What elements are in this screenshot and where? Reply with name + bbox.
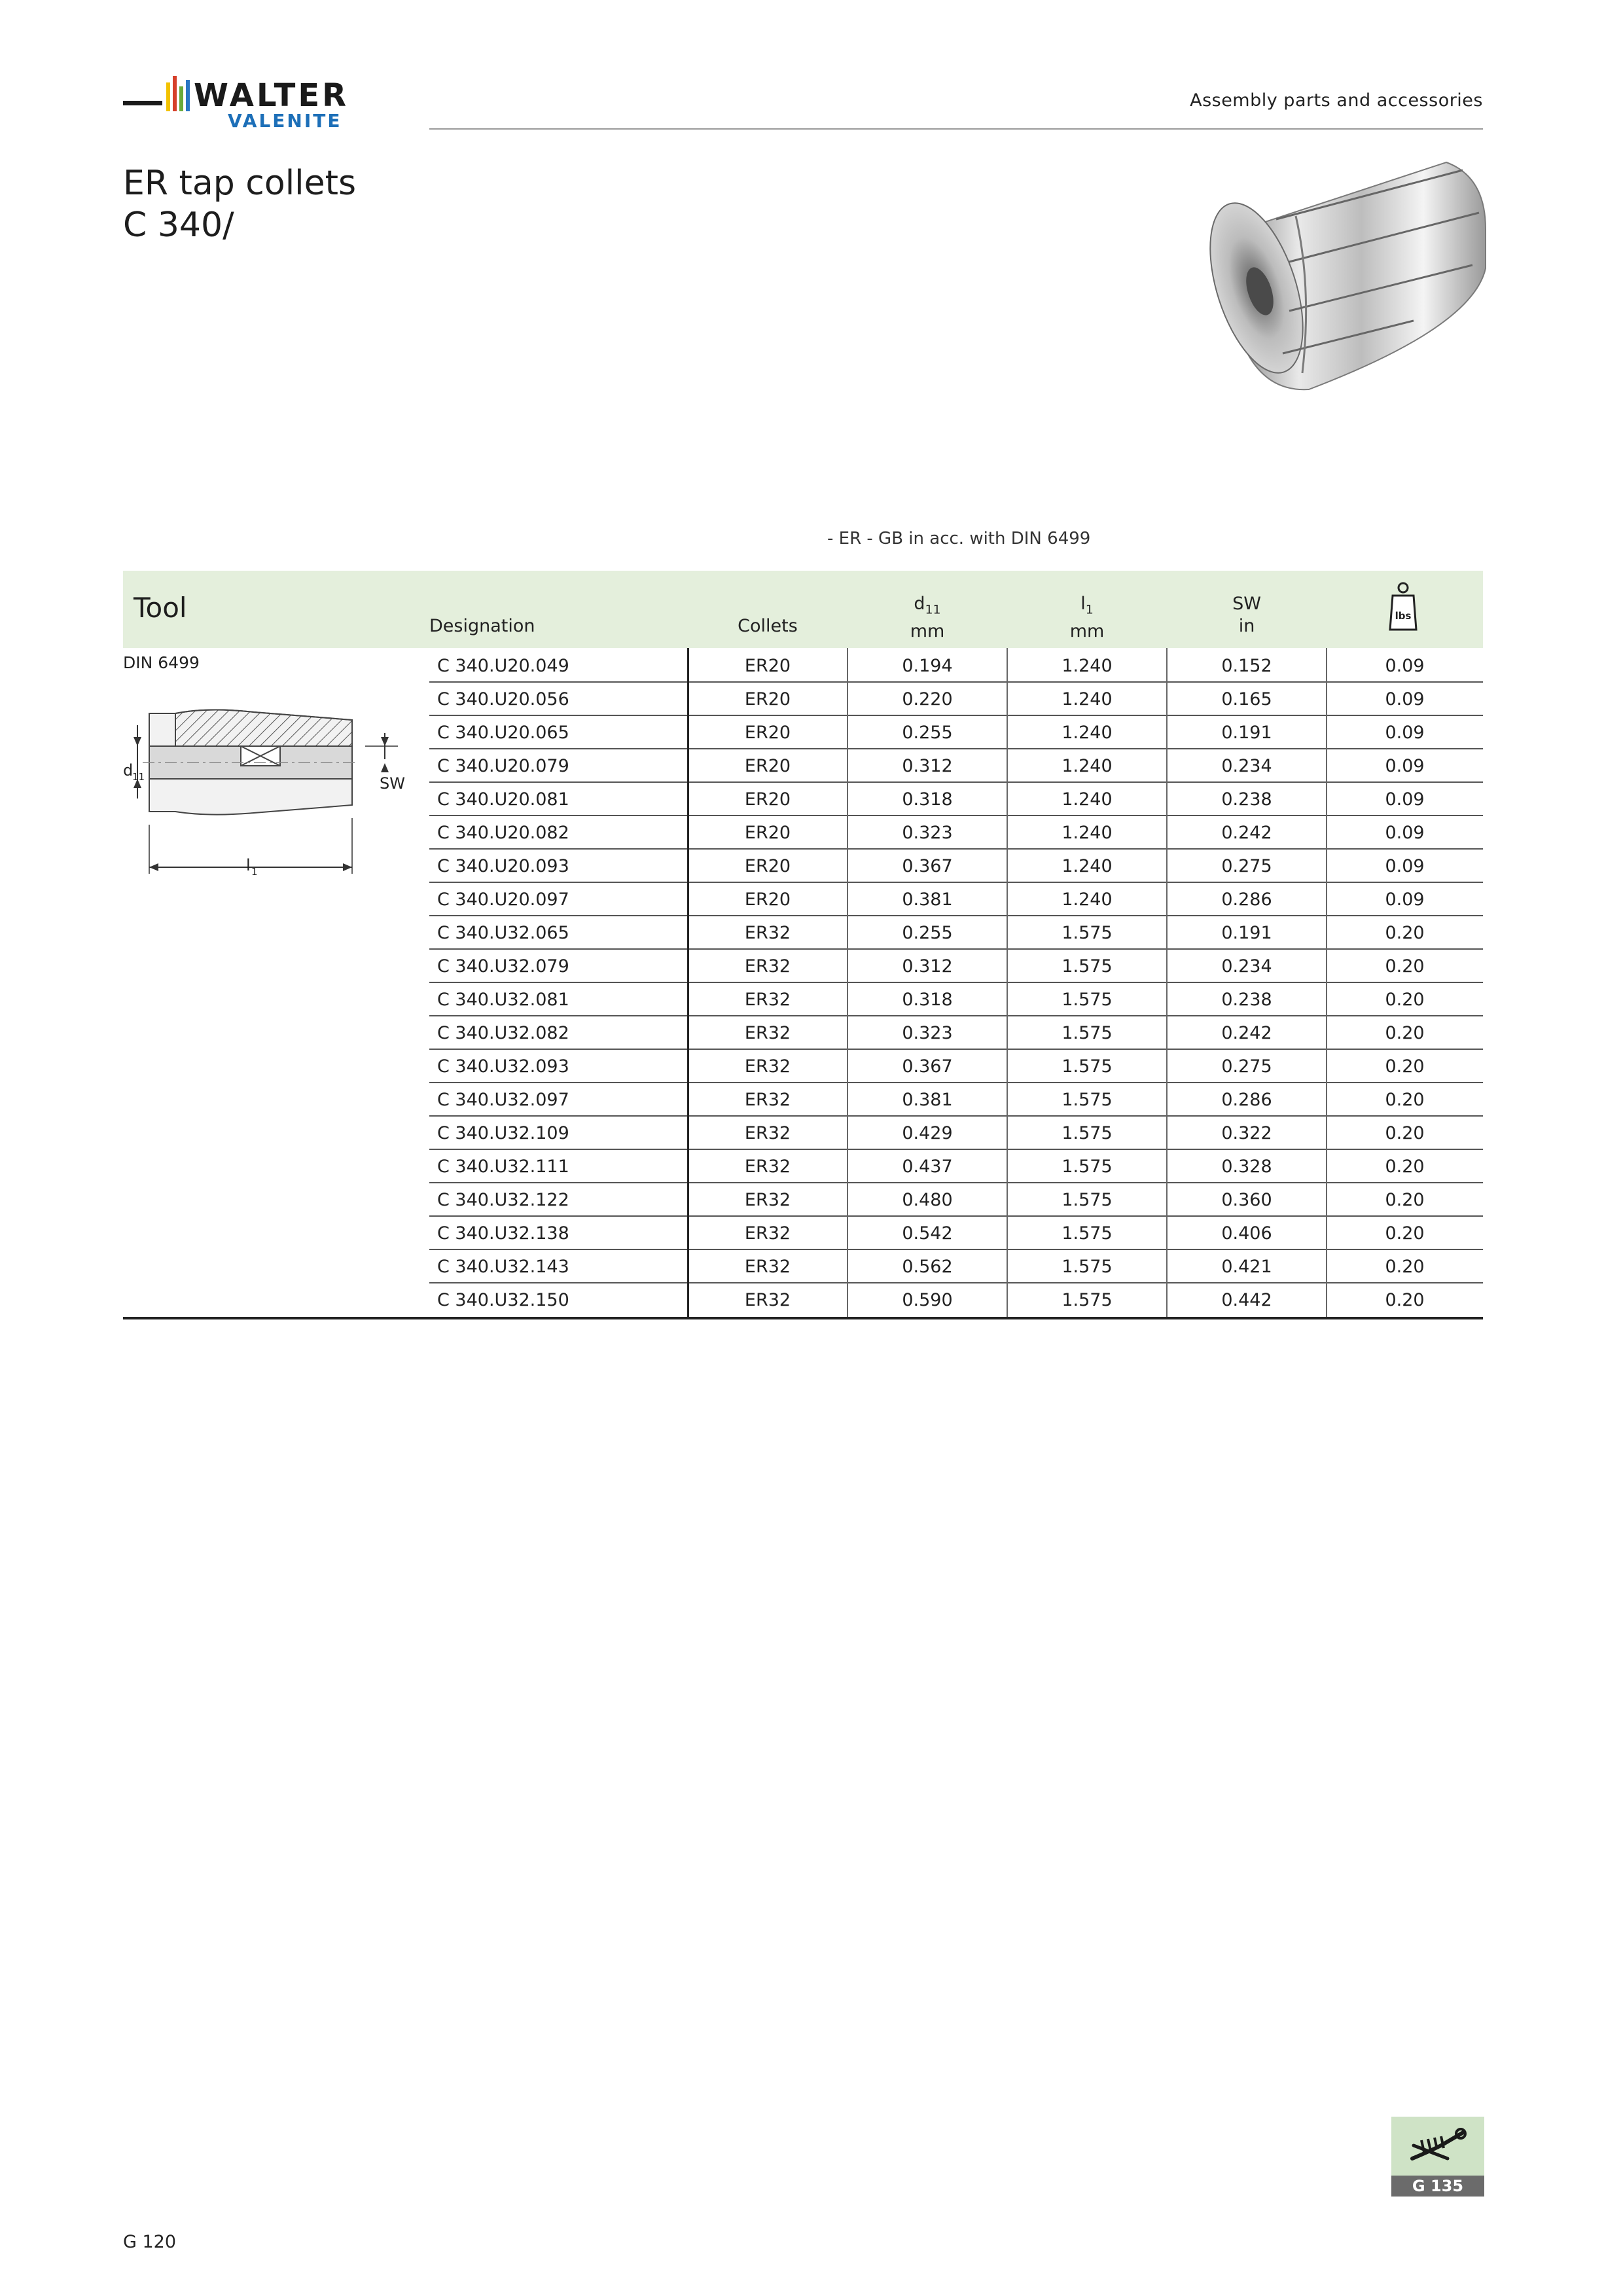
cell-weight: 0.09 <box>1385 756 1425 776</box>
cell-weight: 0.20 <box>1385 1090 1425 1110</box>
brand-bottom-text: VALENITE <box>228 110 342 132</box>
table-separator <box>687 648 689 1318</box>
cell-sw: 0.442 <box>1221 1290 1272 1310</box>
cell-designation: C 340.U32.150 <box>437 1290 569 1310</box>
cell-d11: 0.318 <box>902 990 953 1010</box>
table-row <box>429 1182 1483 1217</box>
table-row <box>429 1249 1483 1283</box>
cell-weight: 0.20 <box>1385 990 1425 1010</box>
col-header-sw-label: SW <box>1232 594 1261 614</box>
col-header-d11-label: d <box>914 594 925 614</box>
cell-d11: 0.562 <box>902 1257 953 1277</box>
cell-designation: C 340.U32.111 <box>437 1157 569 1177</box>
cell-d11: 0.220 <box>902 689 953 709</box>
table-row <box>429 1015 1483 1050</box>
table-row <box>429 815 1483 850</box>
cell-weight: 0.20 <box>1385 1056 1425 1077</box>
cell-collets: ER32 <box>744 956 791 977</box>
cell-d11: 0.542 <box>902 1223 953 1244</box>
weight-icon <box>1389 581 1418 632</box>
table-row <box>429 1082 1483 1117</box>
section-title: Assembly parts and accessories <box>1190 90 1483 111</box>
header-divider <box>429 128 1483 130</box>
cell-collets: ER32 <box>744 923 791 943</box>
cell-sw: 0.360 <box>1221 1190 1272 1210</box>
cell-designation: C 340.U20.081 <box>437 789 569 810</box>
cell-sw: 0.152 <box>1221 656 1272 676</box>
cell-weight: 0.20 <box>1385 1223 1425 1244</box>
cell-d11: 0.367 <box>902 1056 953 1077</box>
cell-l1: 1.575 <box>1061 1223 1113 1244</box>
table-row <box>429 1115 1483 1150</box>
cell-d11: 0.318 <box>902 789 953 810</box>
table-row <box>429 681 1483 716</box>
table-row <box>429 1049 1483 1083</box>
cell-designation: C 340.U32.079 <box>437 956 569 977</box>
cell-weight: 0.09 <box>1385 823 1425 843</box>
cell-designation: C 340.U32.097 <box>437 1090 569 1110</box>
cell-l1: 1.575 <box>1061 1123 1113 1143</box>
cell-l1: 1.575 <box>1061 923 1113 943</box>
cell-sw: 0.234 <box>1221 756 1272 776</box>
cell-sw: 0.322 <box>1221 1123 1272 1143</box>
cell-weight: 0.09 <box>1385 889 1425 910</box>
cell-sw: 0.238 <box>1221 990 1272 1010</box>
col-header-collets-label: Collets <box>738 616 798 636</box>
table-bottom-rule <box>123 1317 1483 1319</box>
section-tab[interactable] <box>1391 2117 1484 2197</box>
cell-weight: 0.20 <box>1385 923 1425 943</box>
cell-sw: 0.275 <box>1221 856 1272 876</box>
cell-sw: 0.421 <box>1221 1257 1272 1277</box>
cell-weight: 0.09 <box>1385 723 1425 743</box>
cell-l1: 1.575 <box>1061 1157 1113 1177</box>
cell-d11: 0.437 <box>902 1157 953 1177</box>
table-row <box>429 915 1483 950</box>
cell-l1: 1.575 <box>1061 1190 1113 1210</box>
drawing-label-sw: SW <box>380 774 405 793</box>
cell-d11: 0.429 <box>902 1123 953 1143</box>
cell-d11: 0.590 <box>902 1290 953 1310</box>
col-header-designation-label: Designation <box>429 616 535 636</box>
cell-collets: ER20 <box>744 723 791 743</box>
cell-l1: 1.240 <box>1061 856 1113 876</box>
tools-icon <box>1408 2126 1467 2166</box>
cell-d11: 0.381 <box>902 1090 953 1110</box>
cell-weight: 0.09 <box>1385 856 1425 876</box>
cell-weight: 0.09 <box>1385 789 1425 810</box>
cell-sw: 0.406 <box>1221 1223 1272 1244</box>
cell-collets: ER20 <box>744 756 791 776</box>
cell-l1: 1.575 <box>1061 1257 1113 1277</box>
cell-designation: C 340.U32.093 <box>437 1056 569 1077</box>
cell-weight: 0.20 <box>1385 1157 1425 1177</box>
table-row <box>429 948 1483 983</box>
table-row <box>429 982 1483 1016</box>
cell-l1: 1.575 <box>1061 1056 1113 1077</box>
cell-l1: 1.575 <box>1061 1290 1113 1310</box>
cell-designation: C 340.U32.065 <box>437 923 569 943</box>
cell-weight: 0.20 <box>1385 1290 1425 1310</box>
cell-d11: 0.323 <box>902 823 953 843</box>
cell-collets: ER20 <box>744 689 791 709</box>
cell-d11: 0.367 <box>902 856 953 876</box>
cell-designation: C 340.U32.122 <box>437 1190 569 1210</box>
cell-d11: 0.312 <box>902 956 953 977</box>
cell-collets: ER32 <box>744 1090 791 1110</box>
cell-designation: C 340.U32.109 <box>437 1123 569 1143</box>
cell-d11: 0.312 <box>902 756 953 776</box>
drawing-label-d-sub: 11 <box>132 771 145 783</box>
cell-designation: C 340.U20.079 <box>437 756 569 776</box>
cell-sw: 0.191 <box>1221 723 1272 743</box>
col-header-sw <box>1167 593 1327 637</box>
cell-weight: 0.09 <box>1385 689 1425 709</box>
table-row <box>429 1215 1483 1250</box>
section-tab-band <box>1391 2117 1484 2176</box>
cell-collets: ER32 <box>744 1290 791 1310</box>
table-separator <box>1326 648 1327 1318</box>
col-header-designation <box>429 615 626 637</box>
cell-weight: 0.20 <box>1385 1023 1425 1043</box>
cell-collets: ER20 <box>744 656 791 676</box>
cell-sw: 0.286 <box>1221 889 1272 910</box>
cell-collets: ER32 <box>744 1190 791 1210</box>
cell-l1: 1.575 <box>1061 990 1113 1010</box>
cell-designation: C 340.U20.056 <box>437 689 569 709</box>
col-header-l1-sub: 1 <box>1085 602 1094 617</box>
cell-sw: 0.165 <box>1221 689 1272 709</box>
col-header-l1-unit: mm <box>1069 621 1105 642</box>
col-header-collets <box>688 615 847 637</box>
cell-collets: ER32 <box>744 1123 791 1143</box>
col-header-d11-sub: 11 <box>925 602 941 617</box>
drawing-label-l-sub: 1 <box>251 866 258 878</box>
cell-l1: 1.240 <box>1061 656 1113 676</box>
cell-designation: C 340.U32.081 <box>437 990 569 1010</box>
brand-top-text: WALTER <box>194 77 349 114</box>
drawing-label-d: d <box>123 761 134 780</box>
cell-sw: 0.234 <box>1221 956 1272 977</box>
cell-l1: 1.240 <box>1061 789 1113 810</box>
page-number: G 120 <box>123 2232 177 2252</box>
cell-weight: 0.20 <box>1385 1123 1425 1143</box>
cell-l1: 1.240 <box>1061 756 1113 776</box>
col-header-l1-label: l <box>1080 594 1086 614</box>
cell-l1: 1.575 <box>1061 1090 1113 1110</box>
cell-d11: 0.323 <box>902 1023 953 1043</box>
cell-collets: ER20 <box>744 856 791 876</box>
standard-label: DIN 6499 <box>123 653 200 672</box>
collet-photo <box>1198 157 1492 399</box>
cell-d11: 0.381 <box>902 889 953 910</box>
cell-sw: 0.242 <box>1221 823 1272 843</box>
cell-weight: 0.20 <box>1385 956 1425 977</box>
cell-sw: 0.191 <box>1221 923 1272 943</box>
cell-sw: 0.328 <box>1221 1157 1272 1177</box>
cell-l1: 1.240 <box>1061 823 1113 843</box>
cell-l1: 1.240 <box>1061 889 1113 910</box>
tool-group-label: Tool <box>134 592 187 624</box>
page-title: ER tap collets <box>123 164 357 203</box>
cell-designation: C 340.U32.082 <box>437 1023 569 1043</box>
cell-d11: 0.194 <box>902 656 953 676</box>
table-row <box>429 781 1483 816</box>
table-separator <box>847 648 848 1318</box>
cell-d11: 0.255 <box>902 723 953 743</box>
cell-designation: C 340.U32.143 <box>437 1257 569 1277</box>
cell-l1: 1.240 <box>1061 689 1113 709</box>
cell-sw: 0.242 <box>1221 1023 1272 1043</box>
cell-collets: ER20 <box>744 889 791 910</box>
table-row <box>429 748 1483 783</box>
weight-icon-text: lbs <box>1395 610 1412 622</box>
table-row <box>429 882 1483 916</box>
table-row <box>429 1149 1483 1183</box>
cell-sw: 0.238 <box>1221 789 1272 810</box>
cell-sw: 0.275 <box>1221 1056 1272 1077</box>
table-row <box>429 648 1483 683</box>
collet-technical-drawing <box>123 694 411 884</box>
cell-designation: C 340.U20.082 <box>437 823 569 843</box>
col-header-l1 <box>1007 593 1167 643</box>
cell-collets: ER32 <box>744 1223 791 1244</box>
drawing-label-l: l <box>246 856 251 874</box>
walter-valenite-logo <box>123 63 398 135</box>
table-separator <box>1166 648 1168 1318</box>
cell-weight: 0.09 <box>1385 656 1425 676</box>
cell-designation: C 340.U20.049 <box>437 656 569 676</box>
cell-collets: ER20 <box>744 823 791 843</box>
cell-collets: ER32 <box>744 1056 791 1077</box>
cell-collets: ER32 <box>744 1257 791 1277</box>
table-row <box>429 848 1483 883</box>
cell-l1: 1.575 <box>1061 1023 1113 1043</box>
col-header-d11 <box>847 593 1007 643</box>
cell-collets: ER32 <box>744 1157 791 1177</box>
table-row <box>429 1282 1483 1316</box>
cell-weight: 0.20 <box>1385 1257 1425 1277</box>
col-header-d11-unit: mm <box>910 621 945 642</box>
cell-designation: C 340.U20.093 <box>437 856 569 876</box>
table-row <box>429 715 1483 749</box>
cell-l1: 1.240 <box>1061 723 1113 743</box>
cell-l1: 1.575 <box>1061 956 1113 977</box>
cell-d11: 0.255 <box>902 923 953 943</box>
table-separator <box>1007 648 1008 1318</box>
standard-note: - ER - GB in acc. with DIN 6499 <box>827 529 1091 548</box>
col-header-sw-unit: in <box>1238 616 1255 636</box>
page-subtitle: C 340/ <box>123 206 234 245</box>
cell-collets: ER32 <box>744 990 791 1010</box>
cell-sw: 0.286 <box>1221 1090 1272 1110</box>
cell-d11: 0.480 <box>902 1190 953 1210</box>
cell-designation: C 340.U20.097 <box>437 889 569 910</box>
cell-collets: ER20 <box>744 789 791 810</box>
cell-designation: C 340.U32.138 <box>437 1223 569 1244</box>
cell-weight: 0.20 <box>1385 1190 1425 1210</box>
cell-collets: ER32 <box>744 1023 791 1043</box>
section-tab-label: G 135 <box>1391 2176 1484 2197</box>
cell-designation: C 340.U20.065 <box>437 723 569 743</box>
